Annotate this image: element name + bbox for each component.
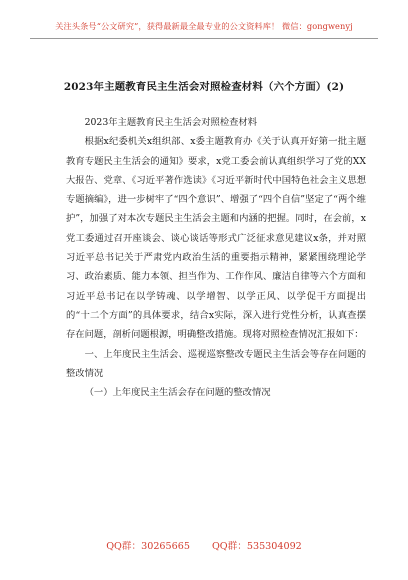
subsection-heading: （一）上年度民主生活会存在问题的整改情况 bbox=[84, 387, 271, 399]
document-body bbox=[66, 113, 366, 402]
qq-group-2: QQ群：535304092 bbox=[211, 541, 302, 552]
footer-contacts bbox=[0, 538, 408, 552]
subtitle-paragraph: 2023年主题教育民主生活会对照检查材料 bbox=[84, 117, 258, 128]
body-paragraph: 根据x纪委机关x组织部、x委主题教育办《关于认真开好第一批主题教育专题民主生活会的通知》要求，x党工委会前认真组织学习了党的XX大报告、党章、《习近平著作选读》《习近平新时代中国特色社会主义思想专题摘编》，进一步树牢了“四个意识”、增强了“四个自信”坚定了“两个维护”，加强了对本次专题民主生活会主题和内涵的把握。同时，在会前，x党工委通过召开座谈会、谈心谈话等形式广泛征求意见建议x条，并对照习近平总书记关于严肃党内政治生活的重要指示精神，紧紧围绕理论学习、政治素质、能力本领、担当作为、工作作风、廉洁自律等六个方面和习近平总书记在以学铸魂、以学增智、以学正风、以学促干方面提出的“十二个方面”的具体要求，结合x实际，深入进行党性分析，认真查摆存在问题，剖析问题根源，明确整改措施。现将对照检查情况汇报如下： bbox=[66, 136, 366, 341]
qq-group-1: QQ群：30265665 bbox=[106, 541, 190, 552]
section-heading: 一、上年度民主生活会、巡视巡察整改专题民主生活会等存在问题的整改情况 bbox=[66, 348, 366, 379]
header-notice: 关注头条号“公文研究”，获得最新最全最专业的公文资料库！ 微信：gongwenyj bbox=[55, 21, 353, 31]
header-divider bbox=[30, 38, 378, 39]
document-title: 2023年主题教育民主生活会对照检查材料（六个方面）(2) bbox=[63, 81, 345, 93]
